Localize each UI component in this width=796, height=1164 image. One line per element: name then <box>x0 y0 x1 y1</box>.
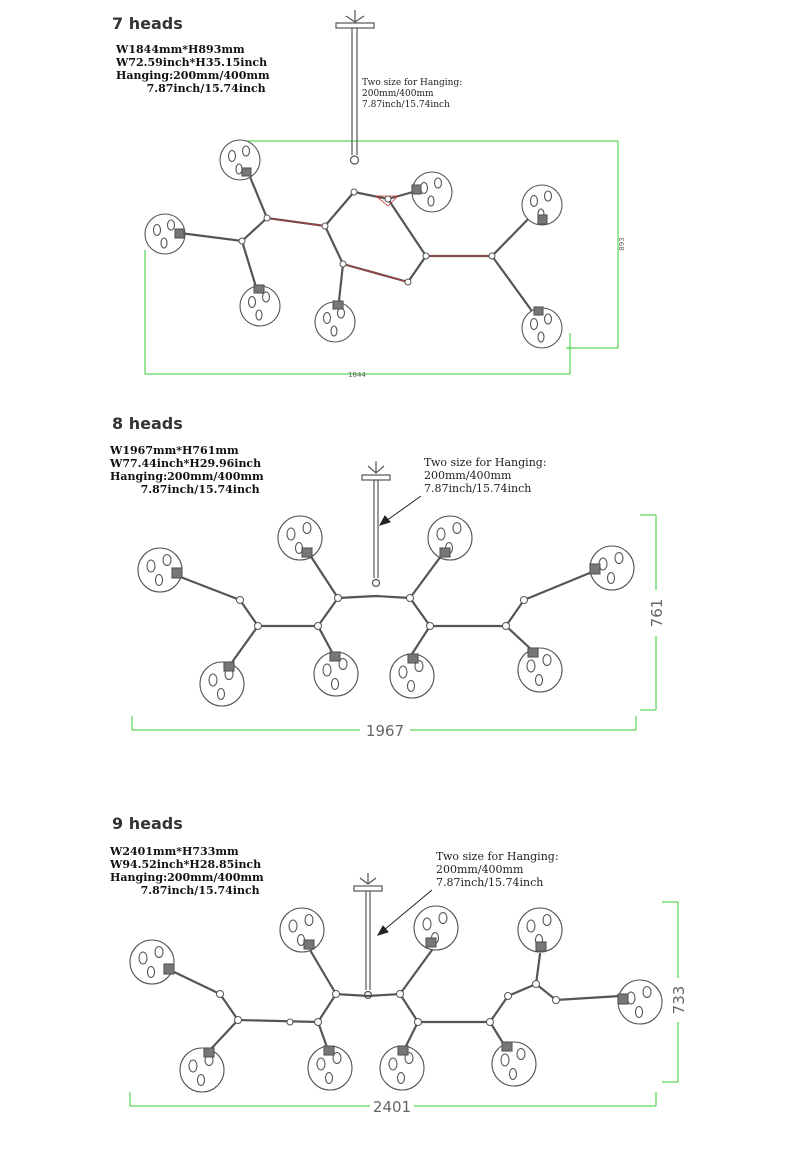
pointer-arrow <box>380 496 421 525</box>
glass-globe <box>590 546 634 590</box>
glass-globe <box>240 285 280 326</box>
section-title: 8 heads <box>112 414 183 433</box>
glass-globe <box>315 301 355 342</box>
spec-line: W72.59inch*H35.15inch <box>116 56 268 69</box>
section-title: 9 heads <box>112 814 183 833</box>
note-line: 200mm/400mm <box>362 89 434 99</box>
section-7-heads <box>0 0 796 390</box>
spec-line: 7.87inch/15.74inch <box>116 82 266 95</box>
joint-nodes <box>217 981 560 1026</box>
width-dimension-label: 1967 <box>365 722 405 740</box>
glass-globe <box>280 908 324 952</box>
spec-line: W1844mm*H893mm <box>116 43 245 56</box>
section-8-heads <box>0 400 796 780</box>
spec-line: 7.87inch/15.74inch <box>110 483 260 496</box>
spec-line: Hanging:200mm/400mm <box>116 69 270 82</box>
glass-globe <box>220 140 260 180</box>
spec-line: Hanging:200mm/400mm <box>110 871 264 884</box>
joint-nodes <box>237 595 528 630</box>
height-dimension-label: 761 <box>648 598 666 628</box>
note-line: Two size for Hanging: <box>436 850 559 863</box>
note-line: 7.87inch/15.74inch <box>424 482 532 495</box>
glass-globes <box>145 140 562 348</box>
glass-globe <box>308 1046 352 1090</box>
chandelier-7-heads-drawing <box>0 0 796 390</box>
glass-globe <box>518 908 562 952</box>
glass-globe <box>380 1046 424 1090</box>
glass-globe <box>314 652 358 696</box>
red-highlight-arms <box>267 196 492 282</box>
glass-globe <box>414 906 458 950</box>
glass-globe <box>130 940 174 984</box>
note-line: 7.87inch/15.74inch <box>436 876 544 889</box>
height-dimension-label: 733 <box>670 985 688 1015</box>
height-dimension-label: 893 <box>618 237 626 251</box>
section-9-heads <box>0 800 796 1164</box>
glass-globe <box>518 648 562 692</box>
glass-globe <box>522 307 562 348</box>
chandelier-9-heads-drawing <box>0 800 796 1164</box>
note-line: 200mm/400mm <box>424 469 512 482</box>
note-line: 7.87inch/15.74inch <box>362 100 450 110</box>
glass-globe <box>428 516 472 560</box>
glass-globe <box>618 980 662 1024</box>
note-line: 200mm/400mm <box>436 863 524 876</box>
spec-line: W77.44inch*H29.96inch <box>110 457 262 470</box>
glass-globe <box>138 548 182 592</box>
section-title: 7 heads <box>112 14 183 33</box>
spec-line: W2401mm*H733mm <box>110 845 239 858</box>
glass-globe <box>278 516 322 560</box>
spec-line: 7.87inch/15.74inch <box>110 884 260 897</box>
glass-globes <box>138 516 634 706</box>
branch-arms <box>180 172 537 318</box>
width-dimension-label: 1844 <box>348 371 366 379</box>
glass-globe <box>200 662 244 706</box>
spec-line: W94.52inch*H28.85inch <box>110 858 262 871</box>
note-line: Two size for Hanging: <box>424 456 547 469</box>
glass-globe <box>145 214 185 254</box>
chandelier-8-heads-drawing <box>0 400 796 780</box>
glass-globe <box>180 1048 224 1092</box>
glass-globe <box>522 185 562 225</box>
glass-globe <box>390 654 434 698</box>
glass-globe <box>412 172 452 212</box>
ceiling-canopy <box>354 873 382 999</box>
spec-line: W1967mm*H761mm <box>110 444 239 457</box>
note-line: Two size for Hanging: <box>362 78 463 88</box>
spec-line: Hanging:200mm/400mm <box>110 470 264 483</box>
glass-globe <box>492 1042 536 1086</box>
width-dimension-label: 2401 <box>372 1098 412 1116</box>
